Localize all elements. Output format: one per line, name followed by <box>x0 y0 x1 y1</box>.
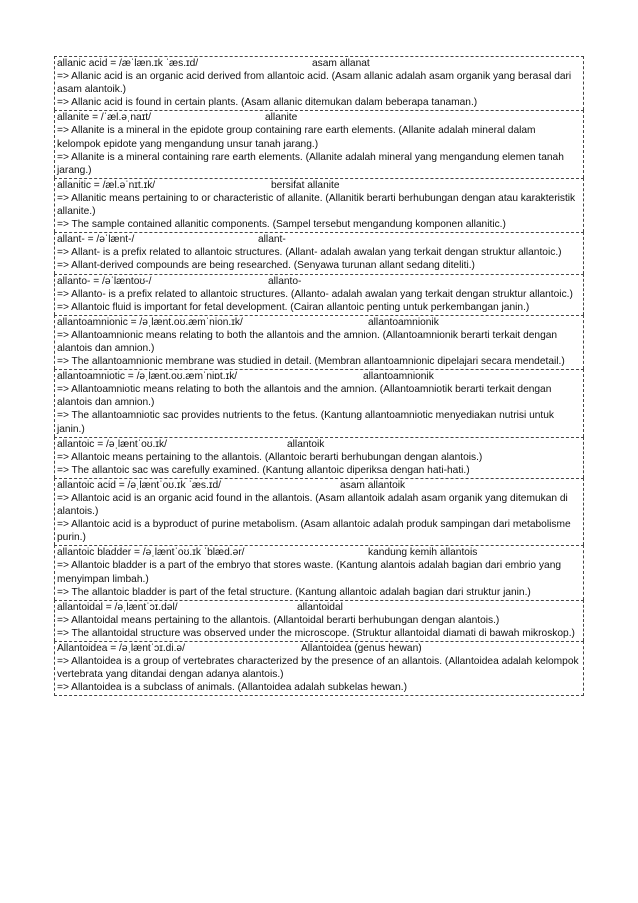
example-sentence: => Allantoic fluid is important for fetal development. (Cairan allantoic penting untuk perkembangan janin.) <box>57 301 530 313</box>
dictionary-entry <box>54 437 584 478</box>
entry-heading <box>57 233 581 246</box>
dictionary-entry <box>54 56 584 110</box>
entry-heading <box>57 642 581 655</box>
headword: allant- = /əˈlænt-/ <box>57 234 135 246</box>
dictionary-entry <box>54 110 584 177</box>
entry-heading <box>57 179 581 192</box>
dictionary-entry <box>54 178 584 232</box>
example-sentence: => Allanto- is a prefix related to allantoic structures. (Allanto- adalah awalan yang terkait dengan struktur allantoic.) <box>57 288 573 300</box>
translation: asam allanat <box>312 58 370 69</box>
entry-heading <box>57 546 581 559</box>
entry-heading <box>57 370 581 383</box>
entry-heading <box>57 111 581 124</box>
example-sentence: => Allantoamniotic means relating to both the allantois and the amnion. (Allantoamniotik berarti terkait dengan alantois dan amnion.) <box>57 384 552 409</box>
dictionary-entry <box>54 545 584 599</box>
translation: allantoamnionik <box>363 371 434 383</box>
translation: allant- <box>258 234 286 246</box>
example-sentence: => The allantoamnionic membrane was studied in detail. (Membran allantoamnionic dipelajari secara mendetail.) <box>57 356 565 368</box>
example-sentence: => Allanic acid is an organic acid derived from allantoic acid. (Asam allanic adalah asam organik yang berasal dari asam alantoik.) <box>57 71 572 96</box>
headword: allantoic = /əˌlæntˈoʊ.ɪk/ <box>57 438 167 450</box>
dictionary-entry <box>54 232 584 273</box>
example-sentence: => Allantoic acid is an organic acid found in the allantois. (Asam allantoik adalah asam organik yang ditemukan di alantois.) <box>57 493 568 518</box>
example-sentence: => Allanic acid is found in certain plants. (Asam allanic ditemukan dalam beberapa tanaman.) <box>57 97 478 109</box>
dictionary-entry <box>54 641 584 696</box>
example-sentence: => The allantoamniotic sac provides nutrients to the fetus. (Kantung allantoamniotic menyediakan nutrisi untuk janin.) <box>57 410 555 435</box>
entry-heading <box>57 601 581 614</box>
dictionary-entry <box>54 274 584 315</box>
headword: allantoic bladder = /əˌlæntˈoʊ.ɪk ˈblæd.ər/ <box>57 547 245 559</box>
headword: Allantoidea = /əˌlæntˈɔɪ.di.ə/ <box>57 643 185 655</box>
translation: allanto- <box>268 275 302 287</box>
headword: allantoamnionic = /əˌlænt.oʊ.æmˈnion.ɪk/ <box>57 316 243 328</box>
example-sentence: => Allantoic acid is a byproduct of purine metabolism. (Asam allantoic adalah produk sampingan dari metabolisme purin.) <box>57 519 571 544</box>
dictionary-entry <box>54 369 584 436</box>
example-sentence: => The allantoic sac was carefully examined. (Kantung allantoic diperiksa dengan hati-hati.) <box>57 464 470 476</box>
headword: allanite = /ˈæl.əˌnaɪt/ <box>57 112 151 124</box>
example-sentence: => The allantoidal structure was observed under the microscope. (Struktur allantoidal diamati di bawah mikroskop.) <box>57 627 575 639</box>
example-sentence: => Allantoic bladder is a part of the embryo that stores waste. (Kantung alantois adalah bagian dari embrio yang menyimpan limbah.) <box>57 560 562 585</box>
entry-heading <box>57 479 581 492</box>
example-sentence: => Allanite is a mineral in the epidote group containing rare earth elements. (Allanite adalah mineral dalam kelompok epidote yang mengandung unsur tanah jarang.) <box>57 125 536 150</box>
translation: allantoamnionik <box>368 316 439 328</box>
headword: allantoidal = /əˌlæntˈɔɪ.dəl/ <box>57 601 178 613</box>
example-sentence: => The allantoic bladder is part of the fetal structure. (Kantung allantoic adalah bagian dari struktur janin.) <box>57 586 531 598</box>
example-sentence: => The sample contained allanitic components. (Sampel tersebut mengandung komponen allanitic.) <box>57 219 506 231</box>
dictionary-entry <box>54 478 584 545</box>
dictionary-entry <box>54 315 584 369</box>
headword: allanic acid = /æˈlæn.ɪk ˈæs.ɪd/ <box>57 58 199 69</box>
translation: asam allantoik <box>340 479 406 491</box>
dictionary-page <box>54 56 584 696</box>
translation: bersifat allanite <box>271 179 340 191</box>
example-sentence: => Allantoidal means pertaining to the allantois. (Allantoidal berarti berhubungan dengan alantois.) <box>57 614 500 626</box>
example-sentence: => Allantoamnionic means relating to both the allantois and the amnion. (Allantoamnionik berarti terkait dengan alantois dan amnion.) <box>57 329 558 354</box>
translation: Allantoidea (genus hewan) <box>301 643 422 655</box>
translation: kandung kemih allantois <box>368 547 478 559</box>
translation: allantoidal <box>297 601 343 613</box>
headword: allanto- = /əˈlæntoʊ-/ <box>57 275 152 287</box>
example-sentence: => Allanitic means pertaining to or characteristic of allanite. (Allanitik berarti berhubungan dengan atau karakteristik allanite.) <box>57 192 576 218</box>
entry-heading <box>57 316 581 329</box>
dictionary-entry <box>54 600 584 641</box>
translation: allanite <box>265 112 298 124</box>
entry-heading <box>57 438 581 451</box>
example-sentence: => Allant-derived compounds are being researched. (Senyawa turunan allant sedang diteliti.) <box>57 260 475 272</box>
example-sentence: => Allanite is a mineral containing rare earth elements. (Allanite adalah mineral yang mengandung elemen tanah jarang.) <box>57 151 564 176</box>
example-sentence: => Allantoidea is a subclass of animals. (Allantoidea adalah subkelas hewan.) <box>57 682 407 694</box>
entry-heading <box>57 57 581 70</box>
example-sentence: => Allant- is a prefix related to allantoic structures. (Allant- adalah awalan yang terkait dengan struktur allantoic.) <box>57 247 562 259</box>
headword: allantoamniotic = /əˌlænt.oʊ.æmˈniɒt.ɪk/ <box>57 371 238 383</box>
translation: allantoik <box>287 438 325 450</box>
headword: allantoic acid = /əˌlæntˈoʊ.ɪk ˈæs.ɪd/ <box>57 479 221 491</box>
entry-heading <box>57 275 581 288</box>
headword: allanitic = /æl.əˈnɪt.ɪk/ <box>57 179 156 191</box>
example-sentence: => Allantoic means pertaining to the allantois. (Allantoic berarti berhubungan dengan alantois.) <box>57 451 483 463</box>
example-sentence: => Allantoidea is a group of vertebrates characterized by the presence of an allantois. (Allantoidea adalah kelompok vertebrata yang ditandai dengan adanya alantois.) <box>57 656 579 681</box>
